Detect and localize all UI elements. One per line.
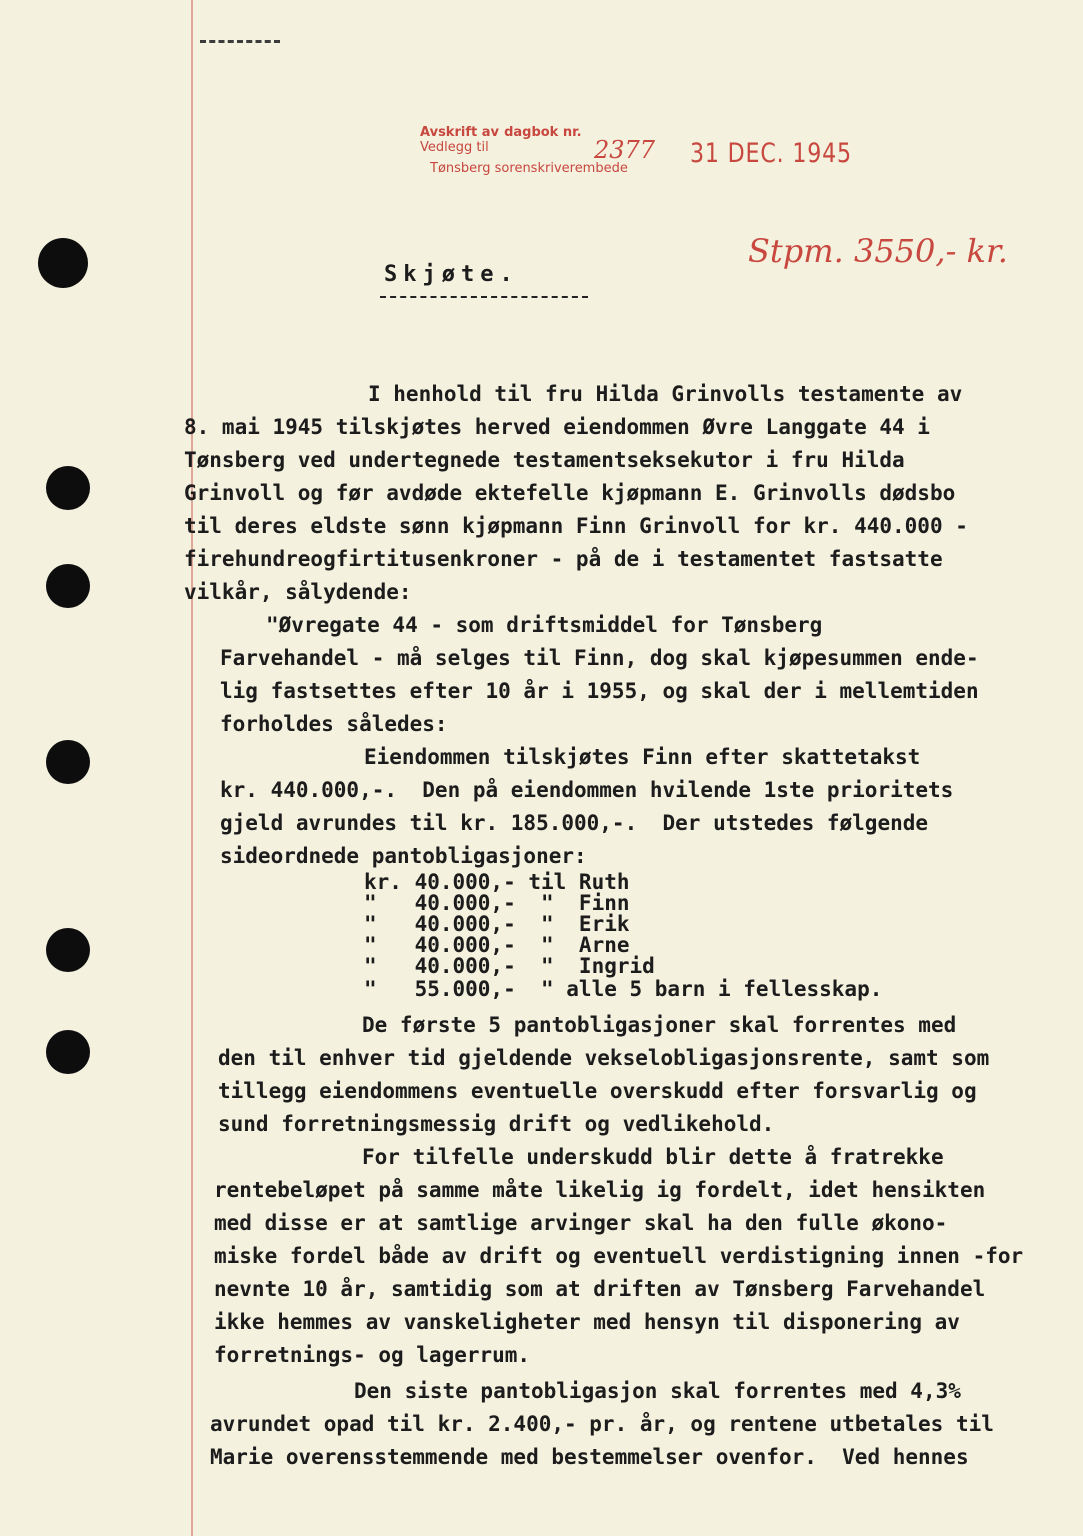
text-line: "Øvregate 44 - som driftsmiddel for Tønsberg	[266, 613, 823, 637]
text-line: forholdes således:	[220, 712, 448, 736]
stamp-duty-note: Stpm. 3550,- kr.	[748, 232, 1008, 270]
text-line: gjeld avrundes til kr. 185.000,-. Der utstedes følgende	[220, 811, 929, 835]
amount-line: " 40.000,- " Finn	[364, 891, 630, 915]
text-line: forretnings- og lagerrum.	[214, 1343, 531, 1367]
punch-hole	[46, 564, 90, 608]
text-line: 8. mai 1945 tilskjøtes herved eiendommen Øvre Langgate 44 i	[184, 415, 930, 439]
text-line: nevnte 10 år, samtidig som at driften av Tønsberg Farvehandel	[214, 1277, 986, 1301]
punch-hole	[46, 740, 90, 784]
amount-line: " 55.000,- " alle 5 barn i fellesskap.	[364, 977, 883, 1001]
margin-line	[191, 0, 193, 1536]
text-line: kr. 440.000,-. Den på eiendommen hvilende 1ste prioritets	[220, 778, 954, 802]
text-line: Marie overensstemmende med bestemmelser ovenfor. Ved hennes	[210, 1445, 969, 1469]
stamp-line-1b: dagbok nr.	[504, 125, 582, 140]
text-line: Tønsberg ved undertegnede testamentseksekutor i fru Hilda	[184, 448, 905, 472]
text-line: til deres eldste sønn kjøpmann Finn Grinvoll for kr. 440.000 -	[184, 514, 968, 538]
amount-line: " 40.000,- " Erik	[364, 912, 630, 936]
text-line: den til enhver tid gjeldende vekselobligasjonsrente, samt som	[218, 1046, 990, 1070]
text-line: For tilfelle underskudd blir dette å fratrekke	[362, 1145, 944, 1169]
title-underline	[380, 296, 588, 298]
punch-hole	[46, 466, 90, 510]
punch-hole	[38, 238, 88, 288]
stamp-line-1: Avskrift av	[420, 125, 499, 140]
text-line: rentebeløpet på samme måte likelig ig fordelt, idet hensikten	[214, 1178, 986, 1202]
text-line: sideordnede pantobligasjoner:	[220, 844, 587, 868]
text-line: vilkår, sålydende:	[184, 580, 412, 604]
text-line: De første 5 pantobligasjoner skal forrentes med	[362, 1013, 957, 1037]
text-line: I henhold til fru Hilda Grinvolls testamente av	[368, 382, 963, 406]
stamp-number: 2377	[594, 136, 656, 164]
text-line: med disse er at samtlige arvinger skal ha den fulle økono-	[214, 1211, 948, 1235]
text-line: firehundreogfirtitusenkroner - på de i testamentet fastsatte	[184, 547, 943, 571]
text-line: tillegg eiendommens eventuelle overskudd efter forsvarlig og	[218, 1079, 977, 1103]
amount-line: kr. 40.000,- til Ruth	[364, 870, 630, 894]
text-line: lig fastsettes efter 10 år i 1955, og skal der i mellemtiden	[220, 679, 979, 703]
punch-hole	[46, 928, 90, 972]
amount-line: " 40.000,- " Arne	[364, 933, 630, 957]
stamp-date: 31 DEC. 1945	[690, 138, 852, 169]
stamp-line-2: Vedlegg til	[420, 139, 489, 155]
text-line: Den siste pantobligasjon skal forrentes med 4,3%	[354, 1379, 961, 1403]
punch-hole	[46, 1030, 90, 1074]
text-line: ikke hemmes av vanskeligheter med hensyn til disponering av	[214, 1310, 960, 1334]
corner-mark	[200, 40, 280, 49]
stamp-office: Tønsberg sorenskriverembede	[430, 160, 628, 176]
text-line: Grinvoll og før avdøde ektefelle kjøpmann E. Grinvolls dødsbo	[184, 481, 956, 505]
text-line: miske fordel både av drift og eventuell verdistigning innen -for	[214, 1244, 1024, 1268]
text-line: Eiendommen tilskjøtes Finn efter skattetakst	[364, 745, 921, 769]
text-line: avrundet opad til kr. 2.400,- pr. år, og rentene utbetales til	[210, 1412, 994, 1436]
text-line: Farvehandel - må selges til Finn, dog skal kjøpesummen ende-	[220, 646, 979, 670]
text-line: sund forretningsmessig drift og vedlikehold.	[218, 1112, 775, 1136]
document-title: Skjøte.	[384, 262, 519, 287]
amount-line: " 40.000,- " Ingrid	[364, 954, 655, 978]
